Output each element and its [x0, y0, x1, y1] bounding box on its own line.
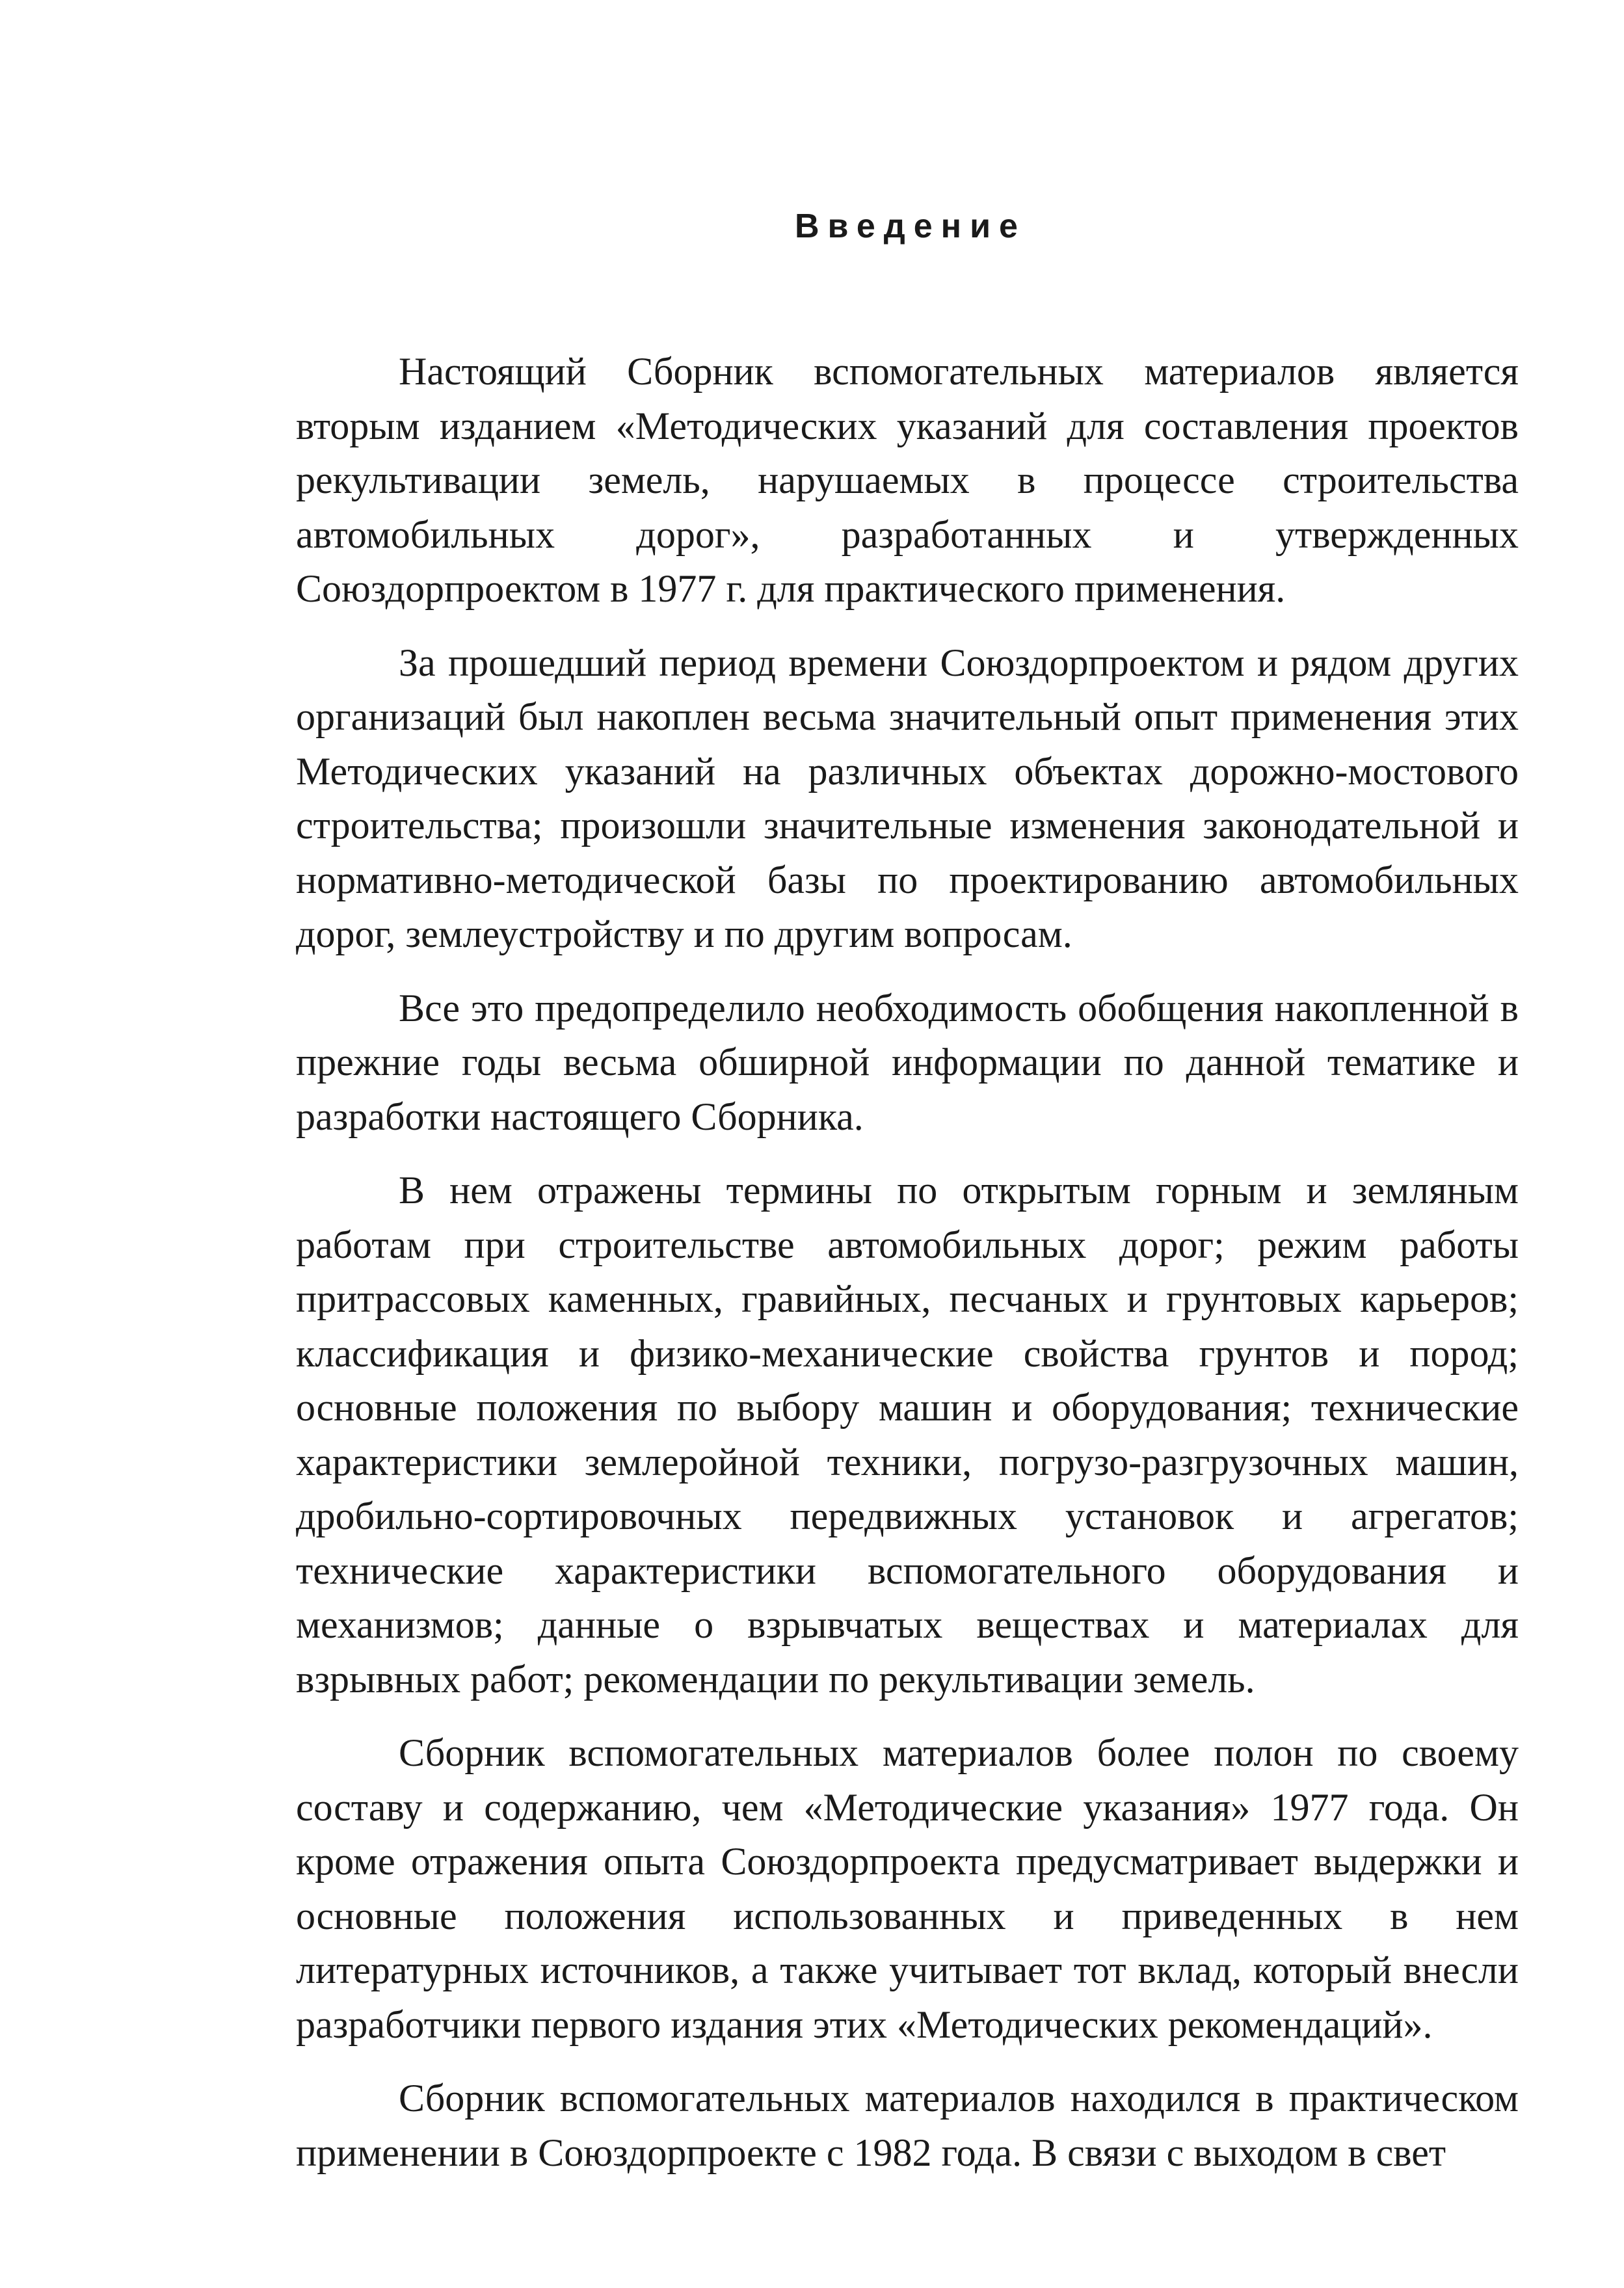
paragraph: В нем отражены термины по открытым горным и земляным работам при строительстве автомобильных дорог; режим работы притрассовых каменных, гравийных, песчаных и грунтовых карьеров; классификация и физико-механические свойства грунтов и пород; основные положения по выбору машин и оборудования; технические характеристики землеройной техники, погрузо-разгрузочных машин, дробильно-сортировочных передвижных установок и агрегатов; технические характеристики вспомогательного оборудования и механизмов; данные о взрывчатых веществах и материалах для взрывных работ; рекомендации по рекультивации земель.	[296, 1169, 1519, 1701]
paragraph: Сборник вспомогательных материалов более полон по своему составу и содержанию, чем «Методические указания» 1977 года. Он кроме отражения опыта Союздорпроекта предусматривает выдержки и основные положения использованных и приведенных в нем литературных источников, а также учитывает тот вклад, который внесли разработчики первого издания этих «Методических рекомендаций».	[296, 1731, 1519, 2046]
paragraph: Настоящий Сборник вспомогательных материалов является вторым изданием «Методических указаний для составления проектов рекультивации земель, нарушаемых в процессе строительства автомобильных дорог», разработанных и утвержденных Союздорпроектом в 1977 г. для практического применения.	[296, 350, 1519, 610]
paragraph: За прошедший период времени Союздорпроектом и рядом других организаций был накоплен весьма значительный опыт применения этих Методических указаний на различных объектах дорожно-мостового строительства; произошли значительные изменения законодательной и нормативно-методической базы по проектированию автомобильных дорог, землеустройству и по другим вопросам.	[296, 641, 1519, 955]
paragraph: Сборник вспомогательных материалов находился в практическом применении в Союздорпроекте с 1982 года. В связи с выходом в свет	[296, 2077, 1519, 2174]
page-title: Введение	[795, 207, 1026, 245]
document-body	[296, 345, 1519, 2180]
paragraph: Все это предопределило необходимость обобщения накопленной в прежние годы весьма обширной информации по данной тематике и разработки настоящего Сборника.	[296, 986, 1519, 1138]
